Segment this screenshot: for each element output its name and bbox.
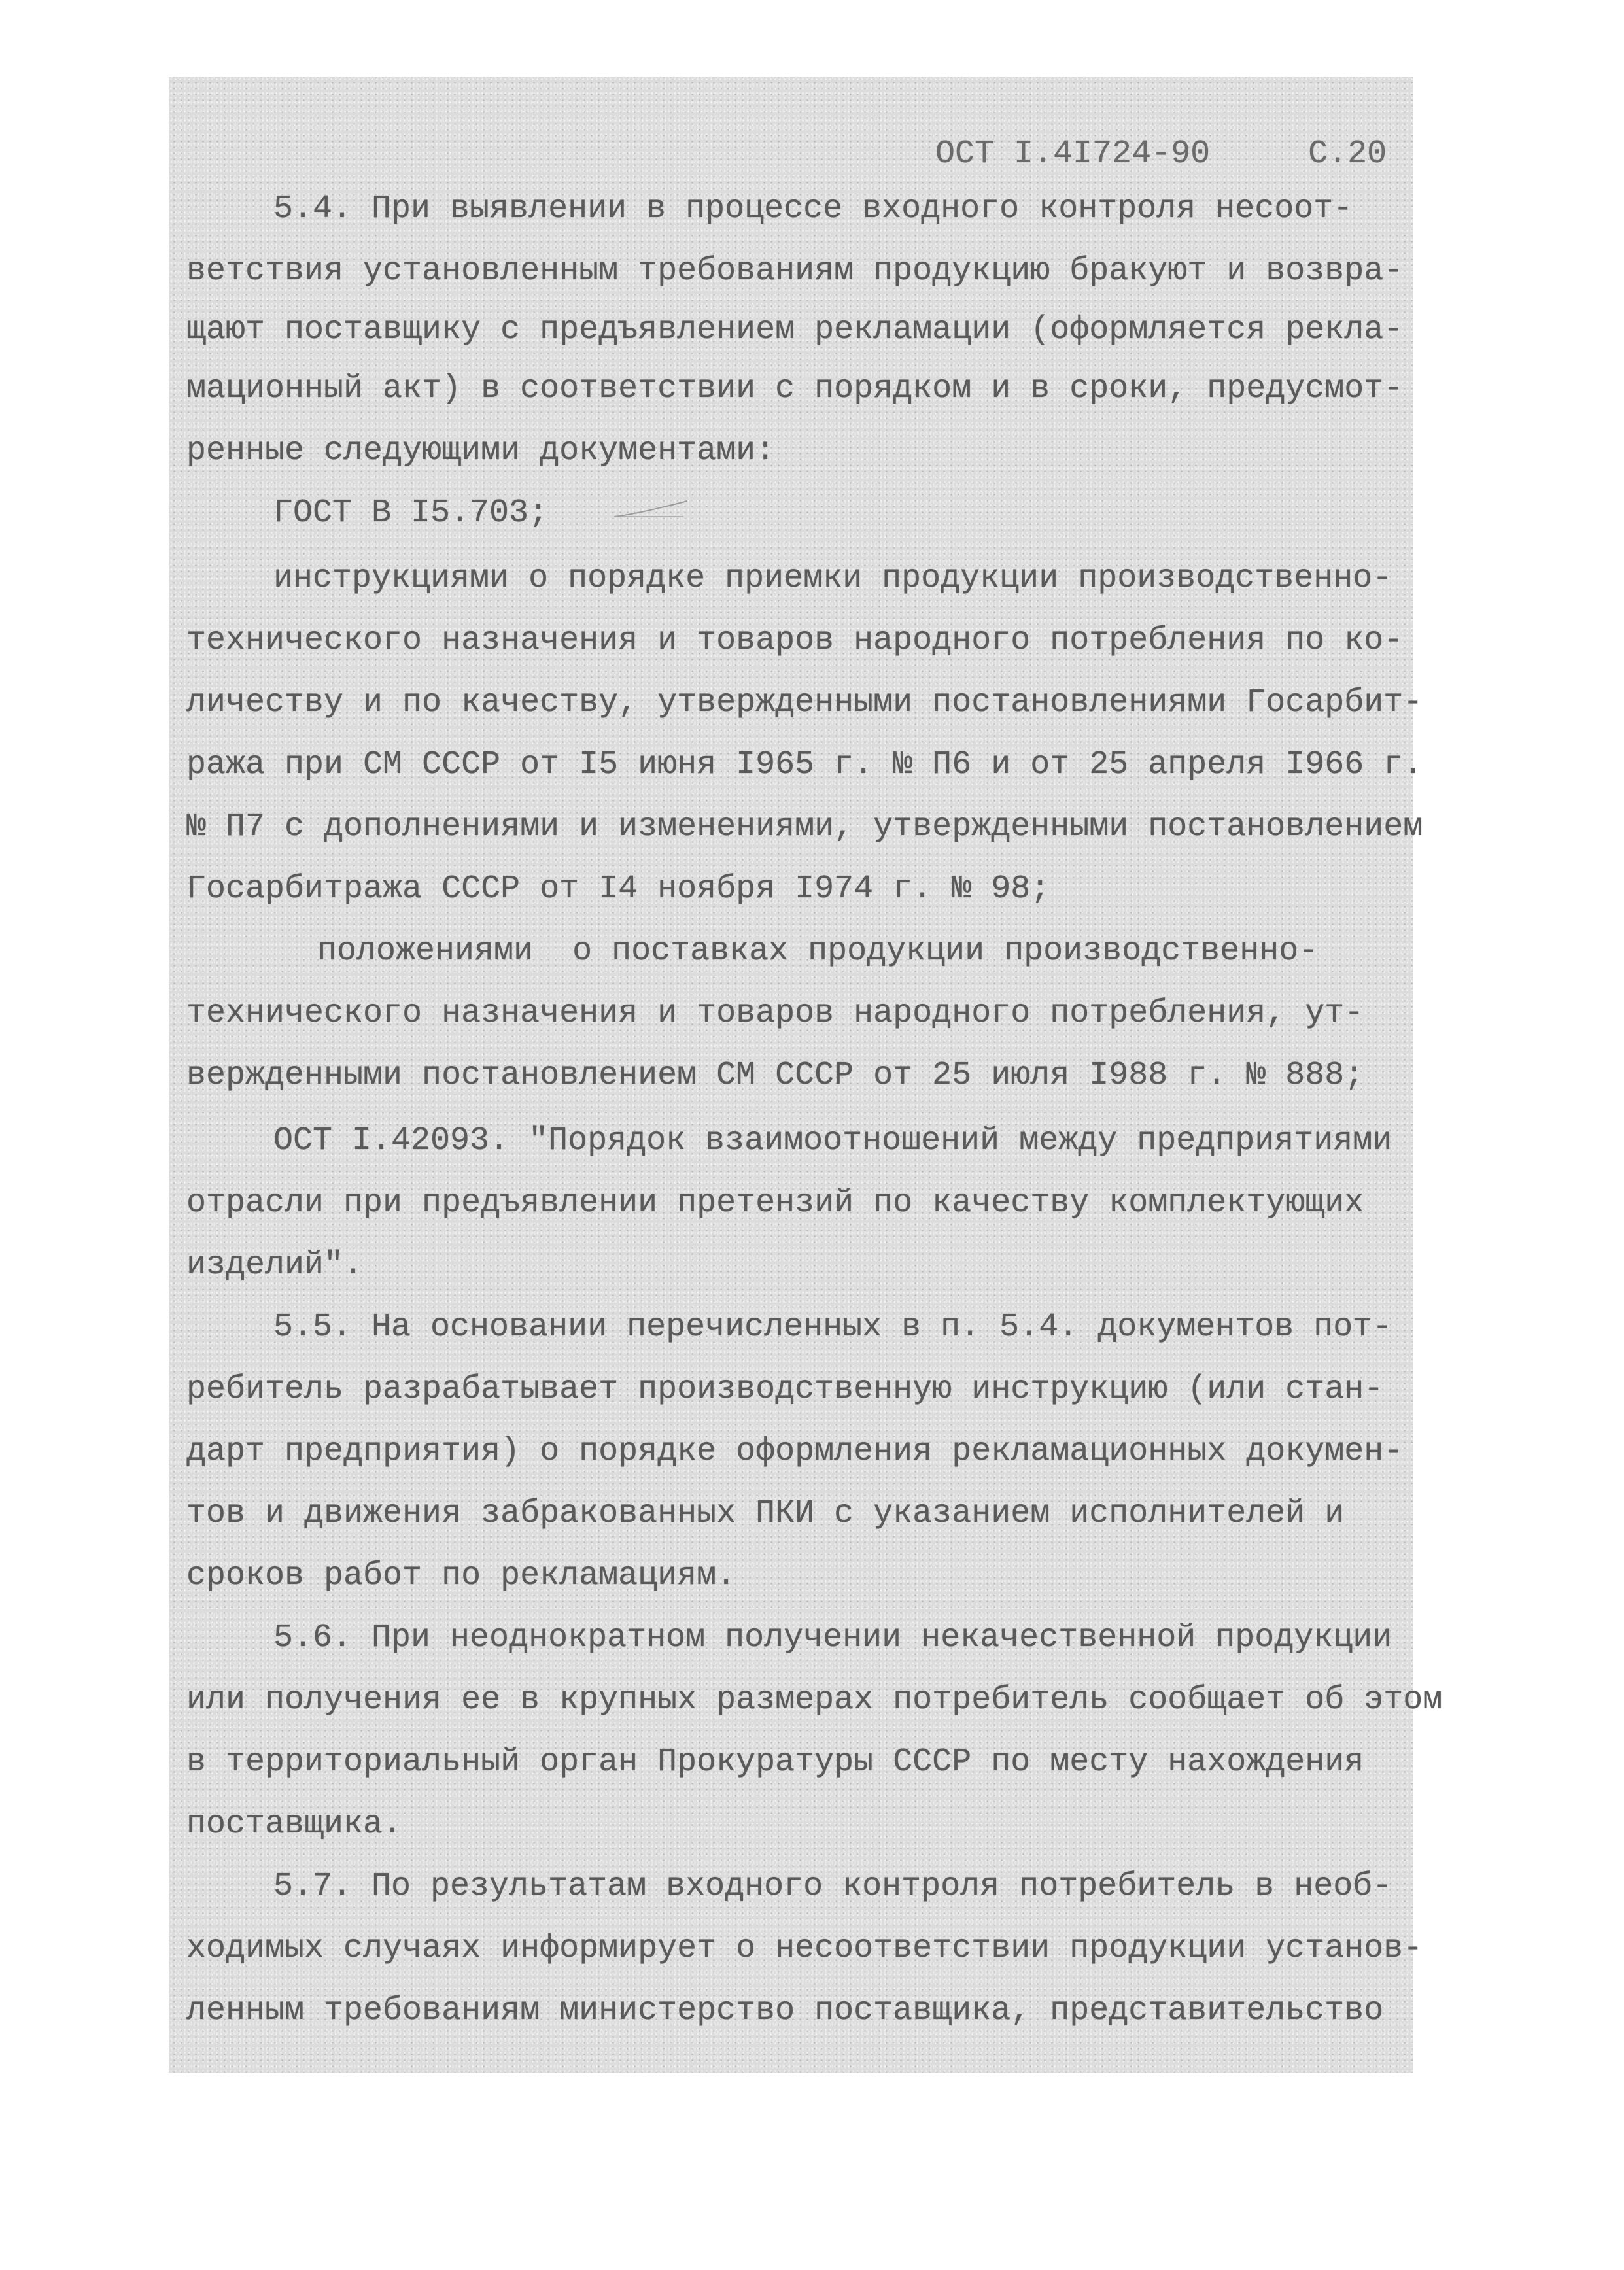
- text-line: технического назначения и товаров народного потребления, ут-: [186, 995, 1364, 1032]
- text-line: ветствия установленным требованиям продукцию бракуют и возвра-: [186, 252, 1404, 290]
- text-line: сроков работ по рекламациям.: [186, 1557, 736, 1594]
- text-line: поставщика.: [186, 1806, 403, 1843]
- text-line: 5.7. По результатам входного контроля потребитель в необ-: [273, 1868, 1392, 1905]
- pencil-mark: [612, 497, 690, 523]
- text-line: Госарбитража СССР от I4 ноября I974 г. № 98;: [186, 870, 1050, 908]
- page-number: С.20: [1308, 135, 1387, 173]
- text-line: 5.4. При выявлении в процессе входного контроля несоот-: [273, 190, 1353, 228]
- text-line: отрасли при предъявлении претензий по качеству комплектующих: [186, 1184, 1364, 1222]
- text-line: ходимых случаях информирует о несоответствии продукции установ-: [186, 1930, 1423, 1967]
- text-line: 5.5. На основании перечисленных в п. 5.4. документов пот-: [273, 1309, 1392, 1346]
- text-line: ОСТ I.42093. "Порядок взаимоотношений между предприятиями: [273, 1122, 1392, 1160]
- text-line: ленным требованиям министерство поставщика, представительство: [186, 1992, 1384, 2029]
- page-header: [896, 98, 1387, 173]
- text-line: изделий".: [186, 1247, 364, 1284]
- text-line: дарт предприятия) о порядке оформления рекламационных докумен-: [186, 1433, 1404, 1470]
- text-line: в территориальный орган Прокуратуры СССР по месту нахождения: [186, 1744, 1364, 1781]
- text-line: технического назначения и товаров народного потребления по ко-: [186, 622, 1404, 659]
- text-line: тов и движения забракованных ПКИ с указанием исполнителей и: [186, 1495, 1345, 1532]
- text-line: инструкциями о порядке приемки продукции производственно-: [273, 560, 1392, 597]
- text-line: мационный акт) в соответствии с порядком и в сроки, предусмот-: [186, 370, 1404, 407]
- text-line: ража при СМ СССР от I5 июня I965 г. № П6 и от 25 апреля I966 г.: [186, 746, 1423, 783]
- text-line: или получения ее в крупных размерах потребитель сообщает об этом: [186, 1681, 1443, 1719]
- text-line: ребитель разрабатывает производственную инструкцию (или стан-: [186, 1371, 1384, 1408]
- text-line: щают поставщику с предъявлением рекламации (оформляется рекла-: [186, 311, 1404, 349]
- document-code: ОСТ I.4I724-90: [935, 135, 1211, 173]
- text-line: личеству и по качеству, утвержденными постановлениями Госарбит-: [186, 684, 1423, 721]
- header-spacer: [1210, 135, 1308, 173]
- text-line: ГОСТ В I5.703;: [273, 494, 549, 532]
- text-line: 5.6. При неоднократном получении некачественной продукции: [273, 1619, 1392, 1657]
- text-line: положениями о поставках продукции производственно-: [317, 933, 1319, 970]
- text-line: вержденными постановлением СМ СССР от 25 июля I988 г. № 888;: [186, 1057, 1364, 1094]
- text-line: ренные следующими документами:: [186, 432, 776, 470]
- text-line: № П7 с дополнениями и изменениями, утвержденными постановлением: [186, 808, 1423, 846]
